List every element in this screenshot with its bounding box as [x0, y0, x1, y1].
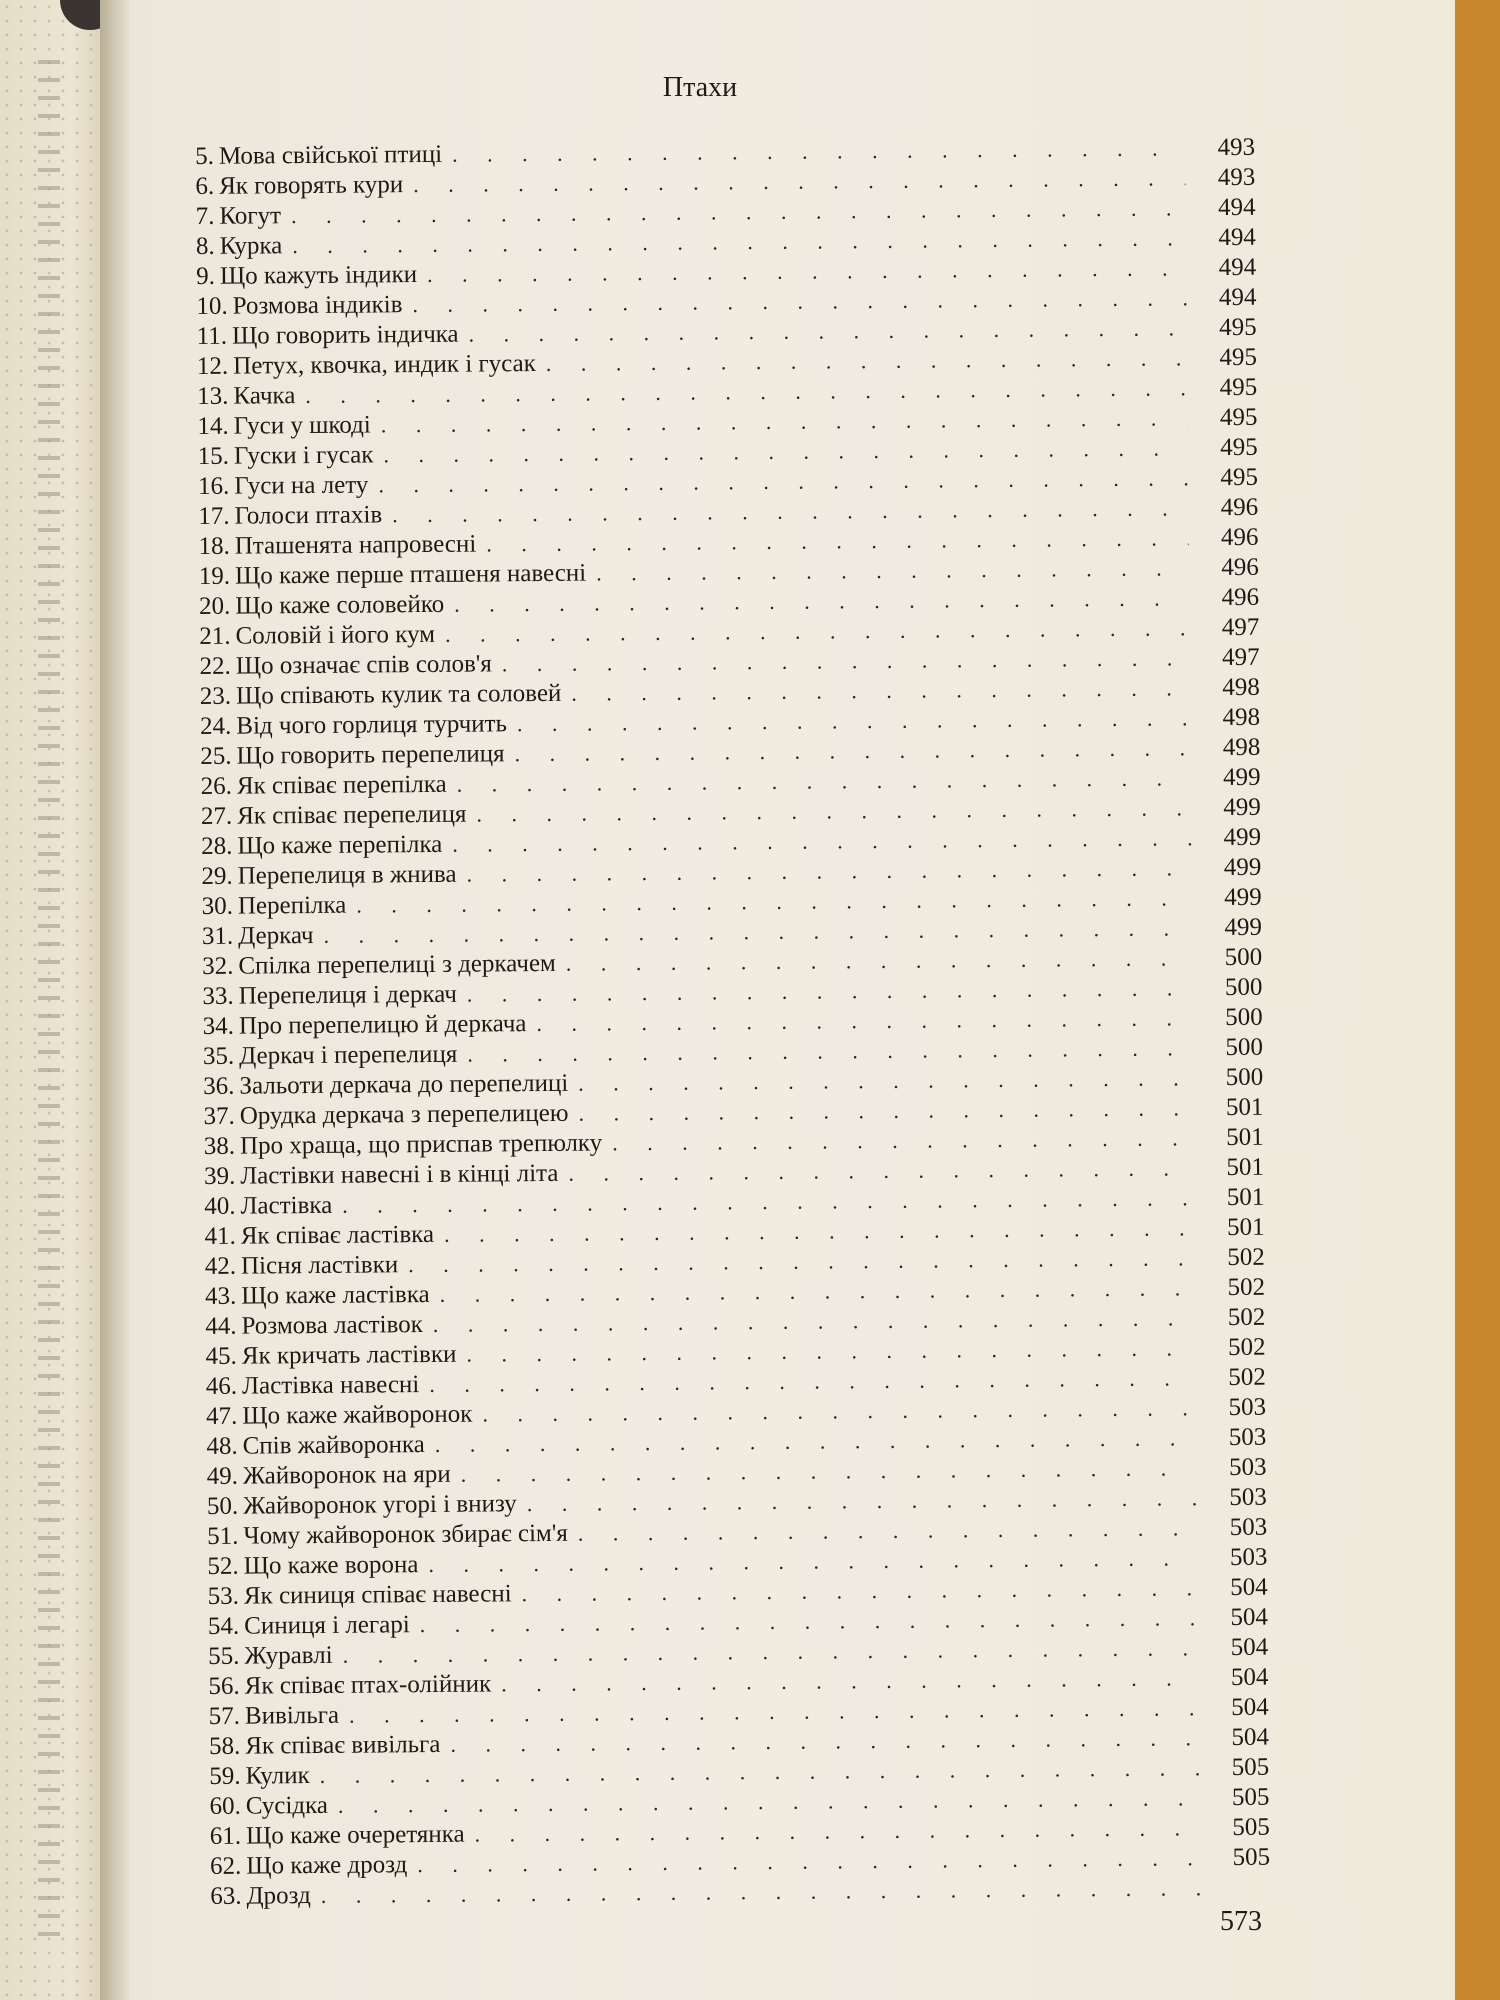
toc-entry-title: Гуси на лету: [234, 471, 369, 500]
toc-entry-title: Курка: [219, 232, 283, 260]
toc-entry-page: 502: [1227, 1243, 1265, 1272]
toc-entry-number: 9.: [196, 262, 216, 290]
toc-entry-page: 495: [1219, 373, 1258, 402]
toc-entry-number: 47.: [206, 1402, 238, 1430]
toc-entry-page: 499: [1222, 763, 1261, 792]
toc-entry-title: Що каже ластівка: [241, 1280, 430, 1310]
toc-entry-title: Розмова індиків: [232, 291, 403, 320]
toc-entry-page: 504: [1230, 1633, 1269, 1662]
toc-entry-page: 505: [1232, 1813, 1270, 1842]
toc-entry-number: 50.: [206, 1492, 239, 1520]
toc-entry-title: Качка: [233, 382, 296, 410]
toc-entry-number: 6.: [195, 172, 215, 200]
toc-entry-number: 42.: [204, 1252, 237, 1280]
toc-entry-number: 51.: [207, 1522, 239, 1550]
toc-entry-title: Як співає ластівка: [240, 1220, 435, 1250]
toc-entry-number: 48.: [206, 1432, 238, 1460]
toc-entry-title: Як говорять кури: [219, 171, 404, 200]
toc-entry-page: 495: [1220, 433, 1258, 462]
toc-entry-number: 19.: [198, 562, 231, 590]
toc-entry-page: 500: [1225, 1063, 1264, 1092]
toc-entry-page: 503: [1228, 1393, 1267, 1422]
toc-entry-title: Мова свійської птиці: [218, 140, 443, 170]
toc-entry-title: Деркач: [238, 921, 314, 950]
toc-entry-title: Як співає вивільга: [245, 1730, 441, 1760]
toc-entry-title: Від чого горлиця турчить: [236, 710, 508, 740]
toc-entry-page: 501: [1226, 1153, 1265, 1182]
toc-entry-page: 504: [1231, 1723, 1270, 1752]
toc-entry-title: Ластівки навесні і в кінці літа: [240, 1159, 559, 1190]
toc-entry-page: 505: [1232, 1843, 1271, 1872]
page-title: Птахи: [662, 72, 738, 103]
toc-entry-title: Дрозд: [246, 1882, 311, 1910]
left-page-text-edge: [38, 60, 60, 1940]
toc-entry-page: 496: [1220, 493, 1259, 522]
toc-entry-number: 32.: [202, 952, 234, 980]
toc-entry-title: Як синиця співає навесні: [243, 1580, 512, 1610]
toc-entry-page: 499: [1223, 793, 1261, 822]
toc-entry-page: 504: [1230, 1603, 1269, 1632]
toc-entry-number: 40.: [204, 1192, 236, 1220]
toc-entry-page: 501: [1226, 1123, 1264, 1152]
toc-entry-number: 56.: [208, 1672, 240, 1700]
toc-entry-page: 498: [1222, 733, 1261, 762]
toc-entry-page: 496: [1221, 583, 1260, 612]
toc-entry-page: 503: [1228, 1423, 1267, 1452]
toc-entry-title: Що кажуть індики: [219, 261, 418, 290]
toc-entry-page: 494: [1218, 283, 1257, 312]
toc-entry-number: 46.: [205, 1372, 238, 1400]
toc-entry-page: 494: [1217, 193, 1256, 222]
toc-entry-number: 44.: [205, 1312, 237, 1340]
toc-entry-page: 502: [1228, 1363, 1266, 1392]
toc-entry-number: 10.: [196, 292, 228, 320]
toc-entry-title: Синиця і легарі: [244, 1611, 410, 1640]
toc-entry-number: 16.: [197, 472, 230, 500]
toc-entry-page: 494: [1218, 253, 1257, 282]
toc-entry-number: 45.: [205, 1342, 237, 1370]
toc-entry-title: Пташенята напровесні: [234, 530, 477, 560]
toc-entry-title: Ластівка навесні: [241, 1371, 420, 1400]
toc-entry-page: 496: [1221, 553, 1259, 582]
toc-entry-number: 13.: [197, 382, 229, 410]
toc-entry-number: 23.: [199, 682, 232, 710]
toc-entry-number: 49.: [206, 1462, 239, 1490]
toc-entry-number: 37.: [203, 1102, 235, 1130]
toc-entry-title: Петух, квочка, индик і гусак: [233, 350, 536, 380]
toc-entry-page: [1200, 1895, 1270, 1896]
toc-entry-title: Когут: [219, 202, 282, 230]
toc-entry-number: 15.: [197, 442, 230, 470]
toc-entry-title: Що каже жайворонок: [242, 1400, 473, 1430]
toc-entry-page: 494: [1218, 223, 1256, 252]
toc-entry-number: 29.: [201, 862, 233, 890]
toc-entry-number: 62.: [209, 1852, 242, 1880]
toc-entry-page: 495: [1219, 343, 1258, 372]
toc-entry-title: Розмова ластівок: [241, 1311, 423, 1340]
toc-entry-number: 63.: [210, 1882, 242, 1910]
toc-entry-number: 54.: [207, 1612, 240, 1640]
toc-entry-number: 30.: [201, 892, 234, 920]
toc-entry-title: Соловій і його кум: [235, 620, 436, 650]
toc-entry-page: 497: [1221, 643, 1260, 672]
toc-entry-page: 502: [1227, 1273, 1266, 1302]
toc-entry-number: 60.: [209, 1792, 241, 1820]
toc-entry-title: Як кричать ластівки: [241, 1340, 457, 1370]
toc-entry-page: 493: [1217, 133, 1256, 162]
toc-entry-page: 496: [1220, 523, 1259, 552]
toc-entry-number: 34.: [202, 1012, 235, 1040]
toc-entry-title: Що каже ворона: [243, 1551, 419, 1580]
page-number: 573: [1220, 1906, 1262, 1937]
toc-entry-page: 503: [1229, 1543, 1268, 1572]
table-of-contents: [195, 133, 1270, 1912]
toc-entry-title: Зальоти деркача до перепелиці: [239, 1069, 569, 1100]
toc-entry-page: 501: [1226, 1213, 1265, 1242]
toc-entry-title: Спів жайворонка: [242, 1431, 425, 1460]
toc-entry-title: Що говорить індичка: [231, 320, 459, 350]
toc-entry-number: 52.: [207, 1552, 239, 1580]
toc-entry-title: Жайворонок на яри: [242, 1460, 451, 1490]
toc-entry-title: Гуски і гусак: [233, 441, 374, 470]
toc-entry-page: 502: [1227, 1333, 1266, 1362]
book-gutter: [100, 0, 130, 2000]
toc-entry-title: Перепелиця в жнива: [237, 860, 457, 890]
toc-entry-page: 499: [1223, 823, 1262, 852]
toc-entry-title: Що каже очеретянка: [245, 1820, 465, 1850]
toc-entry-page: 500: [1225, 1033, 1264, 1062]
toc-entry-page: 499: [1224, 913, 1263, 942]
toc-entry-number: 28.: [201, 832, 233, 860]
toc-entry-number: 14.: [197, 412, 229, 440]
toc-entry-number: 55.: [208, 1642, 240, 1670]
toc-entry-number: 61.: [209, 1822, 242, 1850]
toc-entry-number: 21.: [199, 622, 231, 650]
toc-entry-number: 33.: [202, 982, 234, 1010]
toc-entry-title: Жайворонок угорі і внизу: [243, 1490, 517, 1520]
toc-entry-number: 24.: [199, 712, 232, 740]
toc-entry-page: 501: [1226, 1183, 1265, 1212]
toc-entry-number: 25.: [200, 742, 232, 770]
toc-entry-number: 7.: [195, 202, 215, 230]
toc-entry-title: Що говорить перепелиця: [236, 740, 505, 770]
toc-entry-title: Як співає птах-олійник: [244, 1670, 492, 1700]
toc-entry-page: 503: [1229, 1513, 1268, 1542]
toc-entry-title: Пісня ластівки: [240, 1251, 399, 1280]
toc-entry-page: 498: [1222, 703, 1261, 732]
toc-entry-title: Що каже соловейко: [235, 590, 445, 620]
toc-entry-page: 495: [1219, 313, 1257, 342]
toc-entry-title: Сусідка: [245, 1791, 329, 1820]
toc-entry-title: Чому жайворонок збирає сім'я: [243, 1519, 568, 1550]
toc-entry-title: Що співають кулик та соловей: [235, 679, 562, 710]
toc-entry-page: 500: [1224, 943, 1263, 972]
toc-entry-page: 493: [1217, 163, 1256, 192]
toc-entry-page: 495: [1219, 403, 1258, 432]
toc-entry-number: 39.: [203, 1162, 236, 1190]
toc-entry-page: 500: [1225, 1003, 1263, 1032]
toc-entry-number: 20.: [198, 592, 231, 620]
toc-entry-title: Гуси у шкоді: [233, 411, 371, 440]
toc-entry-title: Перепілка: [237, 891, 347, 920]
toc-entry-title: Кулик: [245, 1762, 310, 1790]
toc-entry-title: Вивільга: [244, 1701, 340, 1730]
toc-entry-number: 11.: [196, 322, 228, 350]
toc-entry-number: 35.: [202, 1042, 235, 1070]
toc-entry-title: Що каже перше пташеня навесні: [234, 559, 587, 590]
toc-entry-number: 5.: [195, 142, 214, 170]
toc-entry-title: Журавлі: [244, 1641, 333, 1670]
toc-entry-title: Деркач і перепелиця: [239, 1040, 458, 1070]
toc-entry-page: 505: [1231, 1753, 1270, 1782]
toc-entry-title: Що означає спів солов'я: [235, 650, 492, 680]
toc-entry-title: Ластівка: [240, 1191, 333, 1220]
toc-entry-title: Перепелиця і деркач: [238, 980, 457, 1010]
toc-entry-title: Про храща, що приспав трепюлку: [239, 1129, 603, 1160]
toc-entry-page: 505: [1231, 1783, 1270, 1812]
toc-entry-title: Голоси птахів: [234, 501, 383, 530]
toc-entry-page: 501: [1225, 1093, 1264, 1122]
toc-entry-number: 58.: [208, 1732, 241, 1760]
toc-entry-title: Що каже дрозд: [246, 1851, 408, 1880]
toc-entry-number: 22.: [199, 652, 231, 680]
toc-entry-number: 38.: [203, 1132, 236, 1160]
toc-entry-number: 57.: [208, 1702, 241, 1730]
toc-entry-number: 12.: [196, 352, 229, 380]
toc-entry-title: Про перепелицю й деркача: [238, 1010, 527, 1040]
toc-entry-page: 498: [1222, 673, 1260, 702]
toc-entry-page: 504: [1230, 1573, 1268, 1602]
toc-entry-page: 503: [1228, 1453, 1267, 1482]
toc-entry-number: 31.: [201, 922, 234, 950]
toc-entry-page: 499: [1223, 853, 1262, 882]
toc-entry-page: 502: [1227, 1303, 1266, 1332]
toc-entry-page: 500: [1224, 973, 1263, 1002]
toc-entry-page: 497: [1221, 613, 1260, 642]
toc-entry-title: Що каже перепілка: [237, 830, 443, 860]
toc-entry-page: 503: [1229, 1483, 1267, 1512]
toc-entry-number: 26.: [200, 772, 232, 800]
toc-entry-number: 36.: [203, 1072, 235, 1100]
toc-entry-number: 17.: [198, 502, 230, 530]
toc-entry-number: 41.: [204, 1222, 236, 1250]
toc-entry-number: 8.: [195, 232, 215, 260]
toc-entry-title: Як співає перепілка: [236, 770, 447, 800]
toc-entry-title: Спілка перепелиці з деркачем: [238, 949, 556, 980]
toc-entry-number: 43.: [204, 1282, 237, 1310]
toc-entry-page: 495: [1220, 463, 1259, 492]
toc-entry-page: 504: [1231, 1693, 1269, 1722]
toc-entry-number: 53.: [207, 1582, 240, 1610]
toc-entry-number: 18.: [198, 532, 230, 560]
toc-entry-number: 59.: [209, 1762, 241, 1790]
toc-entry-title: Як співає перепелиця: [237, 800, 467, 830]
toc-entry-page: 504: [1230, 1663, 1269, 1692]
toc-entry-page: 499: [1224, 883, 1262, 912]
toc-entry-number: 27.: [200, 802, 233, 830]
toc-entry-title: Орудка деркача з перепелицею: [239, 1099, 569, 1130]
